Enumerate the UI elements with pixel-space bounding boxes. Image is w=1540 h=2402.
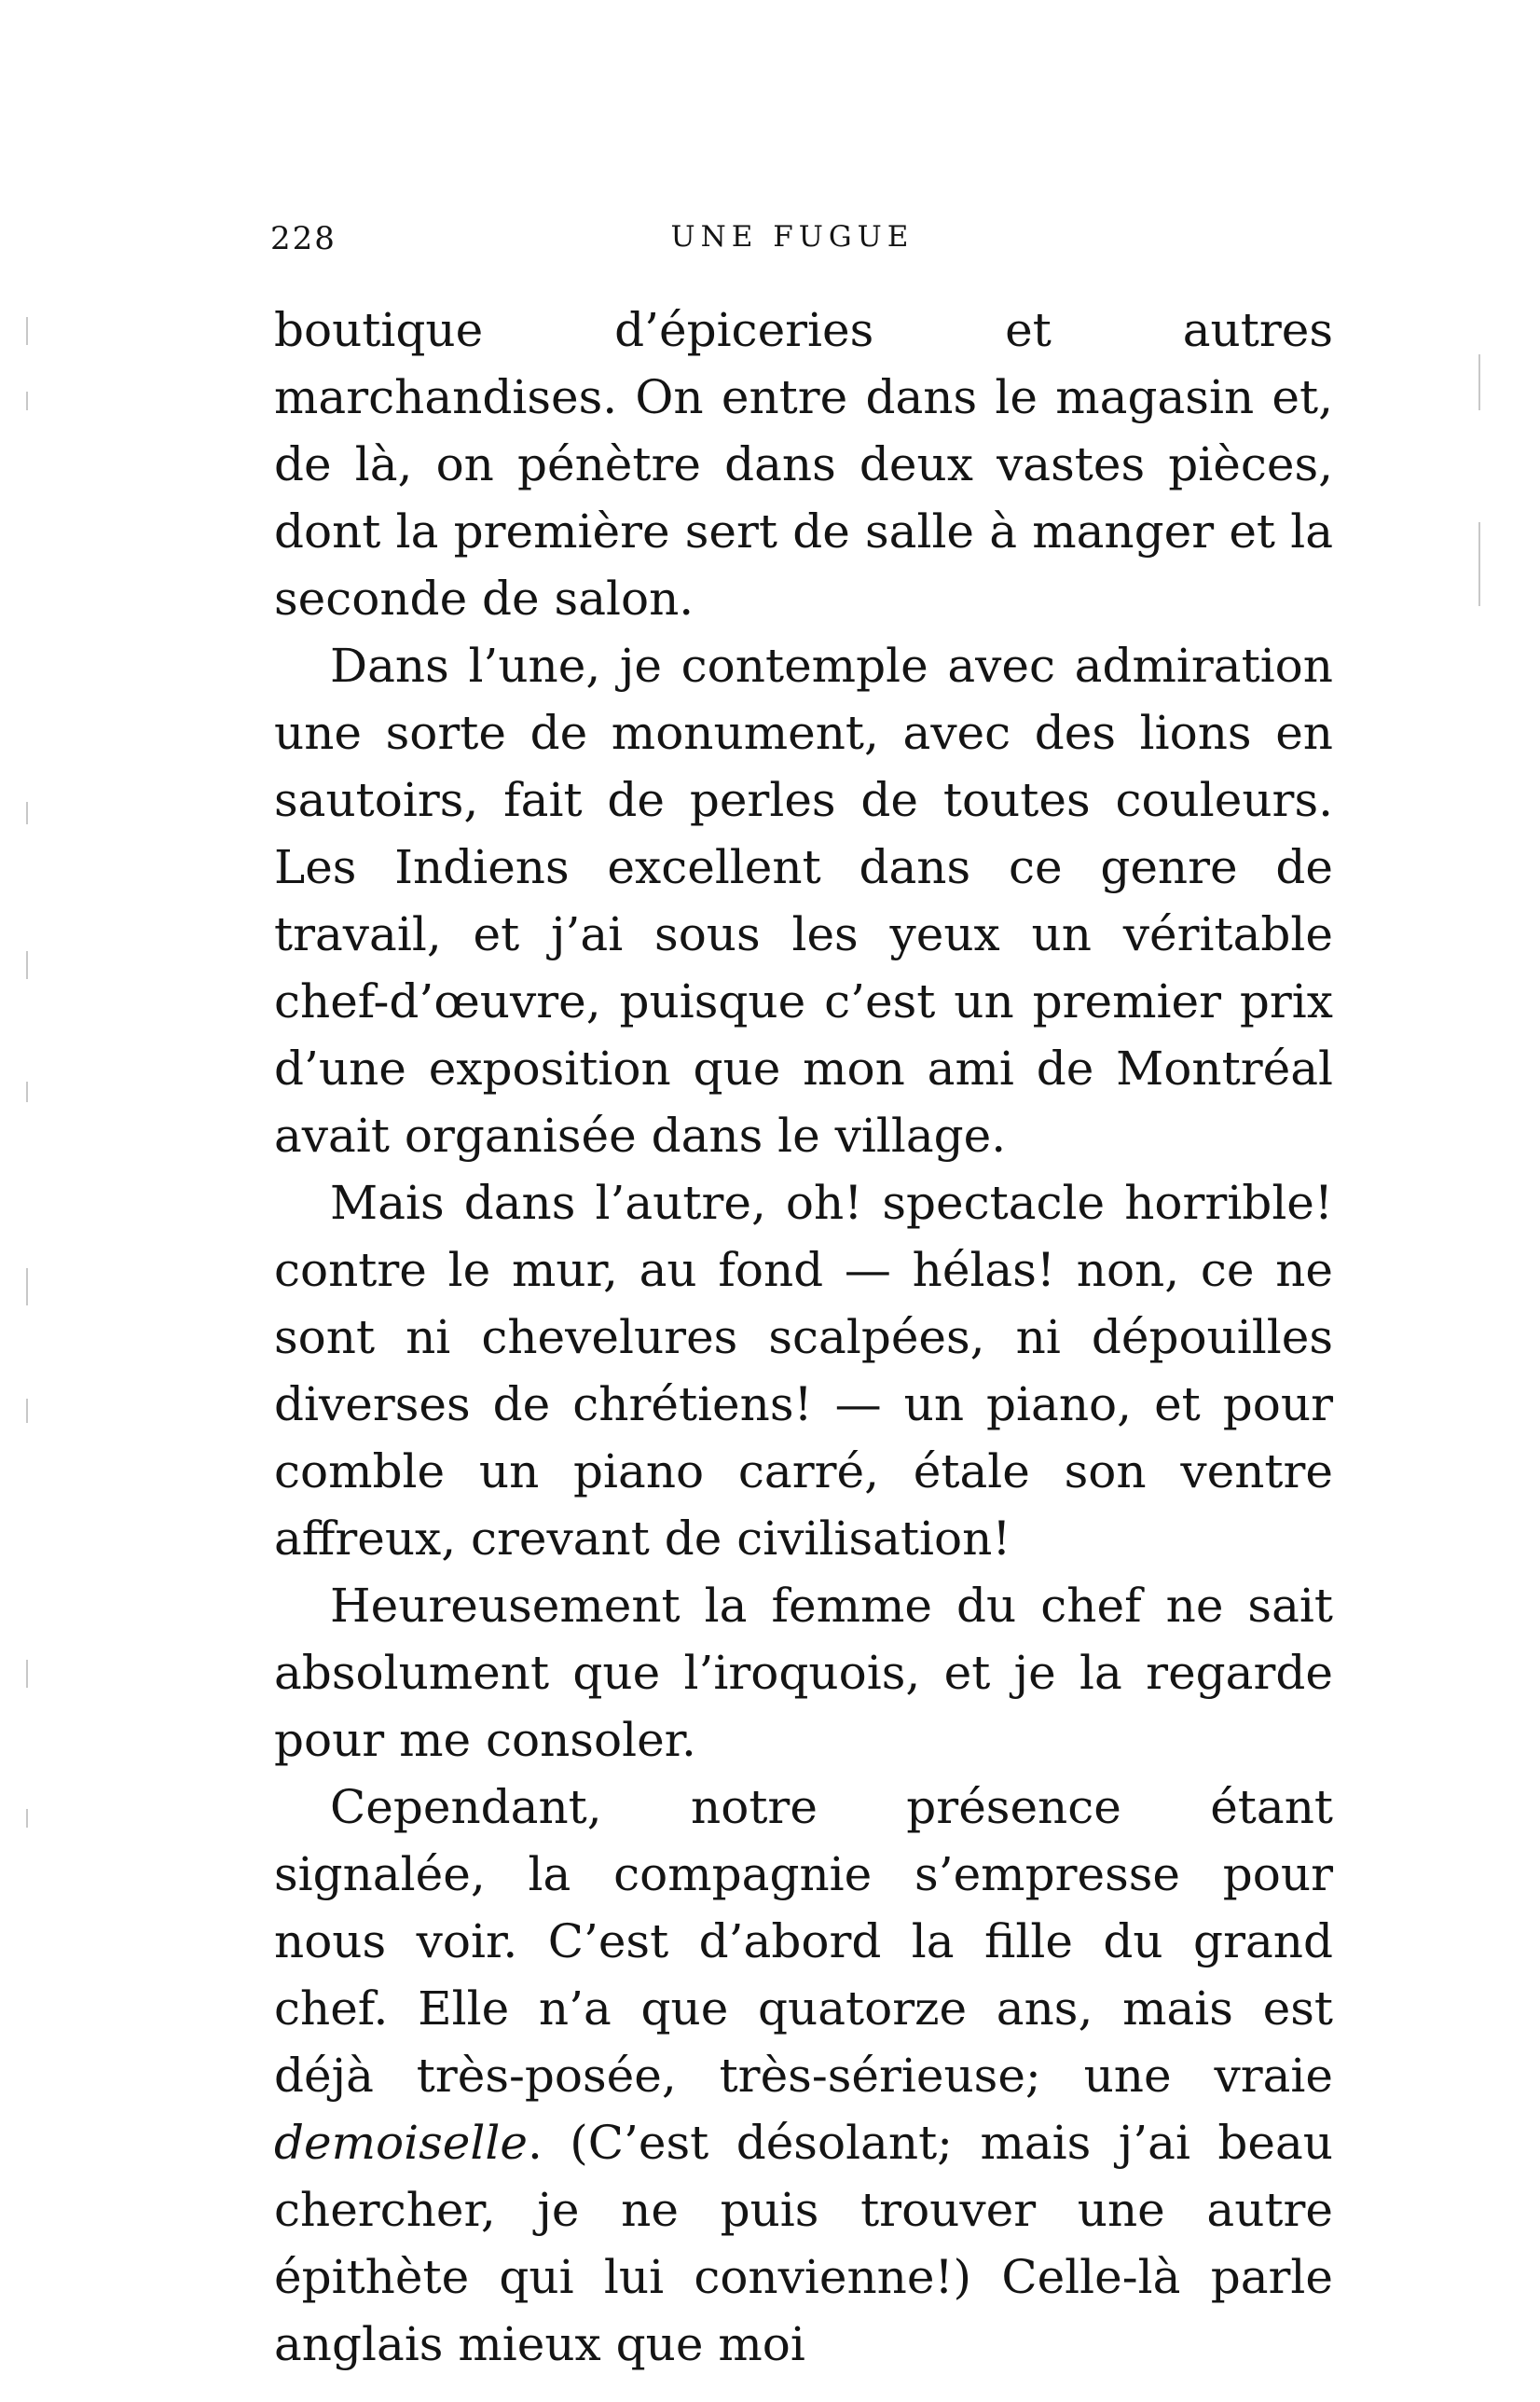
gutter-mark (26, 1082, 28, 1102)
gutter-mark (26, 317, 28, 345)
paragraph-2: Dans l’une, je contemple avec admiration une sorte de monument, avec des lions en sautoirs, fait de perles de toutes couleurs. Les Indiens excellent dans ce genre de travail, et j’ai sous les yeux un véritable chef-d’œuvre, puisque c’est un premier prix d’une exposition que mon ami de Montréal avait organisée dans le village. (274, 639, 1333, 1163)
right-gutter-marks (1473, 336, 1480, 709)
gutter-mark (26, 802, 28, 824)
running-title: UNE FUGUE (670, 220, 914, 254)
gutter-mark (26, 1809, 28, 1828)
gutter-mark (1478, 522, 1480, 606)
paragraph-5-text-start: Cependant, notre présence étant signalée, la compagnie s’empresse pour nous voir. C’est d’abord la fille du grand chef. Elle n’a que quatorze ans, mais est déjà très-posée, très-sérieuse; une vraie (274, 1780, 1333, 2103)
paragraph-1: boutique d’épiceries et autres marchandises. On entre dans le magasin et, de là, on pénètre dans deux vastes pièces, dont la première sert de salle à manger et la seconde de salon. (274, 303, 1333, 626)
left-gutter-marks (21, 280, 32, 2051)
paragraph-3: Mais dans l’autre, oh! spectacle horrible! contre le mur, au fond — hélas! non, ce ne sont ni chevelures scalpées, ni dépouilles diverses de chrétiens! — un piano, et pour comble un piano carré, étale son ventre affreux, crevant de civilisation! (274, 1176, 1333, 1566)
gutter-mark (26, 951, 28, 979)
gutter-mark (1478, 354, 1480, 410)
body-text (274, 297, 1333, 2378)
paragraph-5-italic-word: demoiselle (274, 2116, 528, 2170)
gutter-mark (26, 1268, 28, 1305)
gutter-mark (26, 1399, 28, 1423)
page-number: 228 (270, 220, 337, 257)
page-header (270, 220, 1333, 276)
gutter-mark (26, 1660, 28, 1688)
paragraph-4: Heureusement la femme du chef ne sait absolument que l’iroquois, et je la regarde pour me consoler. (274, 1579, 1333, 1767)
paragraph-5-text-end: . (C’est désolant; mais j’ai beau chercher, je ne puis trouver une autre épithète qui lui convienne!) Celle-là parle anglais mieux que moi (274, 2116, 1333, 2371)
gutter-mark (26, 392, 28, 410)
paragraph-5 (274, 1774, 1333, 2378)
